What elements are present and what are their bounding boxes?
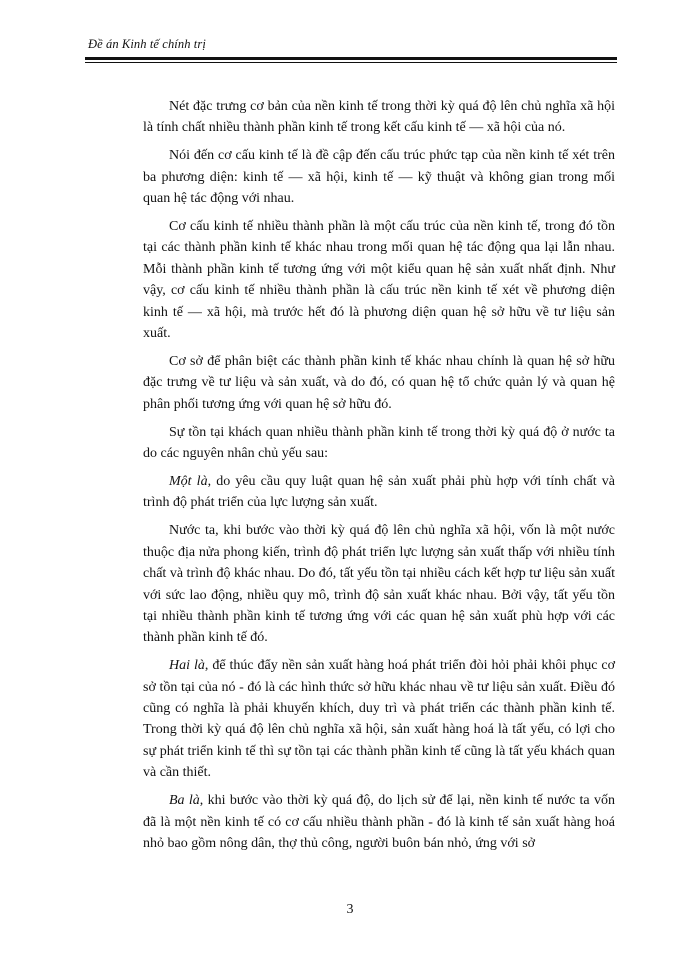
paragraph-text: , do yêu cầu quy luật quan hệ sản xuất phải phù hợp với tính chất và trình độ phát triển của lực lượng sản xuất. — [143, 474, 615, 511]
paragraph-text: Sự tồn tại khách quan nhiều thành phần kinh tế trong thời kỳ quá độ ở nước ta do các nguyên nhân chủ yếu sau: — [143, 424, 615, 462]
paragraph-lead: Hai là — [169, 658, 205, 674]
paragraph-4 — [143, 351, 615, 415]
paragraph-5 — [143, 422, 615, 465]
document-body — [143, 96, 615, 861]
paragraph-text: Nói đến cơ cấu kinh tế là đề cập đến cấu trúc phức tạp của nền kinh tế xét trên ba phương diện: kinh tế — xã hội, kinh tế — kỹ thuật và không gian trong mối quan hệ tác động với nhau. — [143, 148, 615, 207]
paragraph-3 — [143, 216, 615, 344]
paragraph-6 — [143, 471, 615, 514]
paragraph-8 — [143, 655, 615, 783]
paragraph-2 — [143, 145, 615, 209]
paragraph-lead: Ba là — [169, 793, 200, 809]
paragraph-text: , khi bước vào thời kỳ quá độ, do lịch sử để lại, nền kinh tế nước ta vốn đã là một nền kinh tế có cơ cấu nhiều thành phần - đó là kinh tế sản xuất hàng hoá nhỏ bao gồm nông dân, thợ thủ công, người buôn bán nhỏ, ứng với sở — [143, 793, 615, 851]
header-rule-thick — [85, 57, 617, 60]
paragraph-text: Nước ta, khi bước vào thời kỳ quá độ lên chủ nghĩa xã hội, vốn là một nước thuộc địa nửa phong kiến, trình độ phát triển lực lượng sản xuất thấp với nhiều tính chất và trình độ khác nhau. Do đó, tất yếu tồn tại nhiều cách kết hợp tư liệu sản xuất với sức lao động, nhiều quy mô, trình độ sản xuất khác nhau. Bởi vậy, tất yếu tồn tại nhiều thành phần kinh tế tương ứng với các quan hệ sản xuất phù hợp với các thành phần kinh tế đó. — [143, 523, 615, 646]
paragraph-1 — [143, 96, 615, 139]
paragraph-9 — [143, 790, 615, 854]
paragraph-text: , để thúc đẩy nền sản xuất hàng hoá phát triển đòi hỏi phải khôi phục cơ sở tồn tại của nó - đó là các hình thức sở hữu khác nhau về tư liệu sản xuất. Điều đó cũng có nghĩa là phải khuyến khích, duy trì và phát triển các thành phần kinh tế. Trong thời kỳ quá độ lên chủ nghĩa xã hội, sản xuất hàng hoá là tất yếu, có lợi cho sự phát triển kinh tế thì sự tồn tại các thành phần kinh tế cũng là tất yếu khách quan và cần thiết. — [143, 658, 615, 781]
header-rule-thin — [85, 62, 617, 63]
paragraph-7 — [143, 520, 615, 648]
paragraph-lead: Một là — [169, 474, 208, 489]
page-number: 3 — [346, 902, 354, 917]
paragraph-text: Nét đặc trưng cơ bản của nền kinh tế trong thời kỳ quá độ lên chủ nghĩa xã hội là tính chất nhiều thành phần kinh tế trong kết cấu kinh tế — xã hội của nó. — [143, 99, 615, 136]
paragraph-text: Cơ cấu kinh tế nhiều thành phần là một cấu trúc của nền kinh tế, trong đó tồn tại các thành phần kinh tế khác nhau trong mối quan hệ tác động qua lại lẫn nhau. Mỗi thành phần kinh tế tương ứng với một kiểu quan hệ sản xuất nhất định. Như vậy, cơ cấu kinh tế nhiều thành phần là cấu trúc nền kinh tế xét về phương diện kinh tế — xã hội, mà trước hết đó là phương diện quan hệ sở hữu về tư liệu sản xuất. — [143, 219, 615, 342]
header-title: Đề án Kinh tế chính trị — [88, 37, 206, 51]
paragraph-text: Cơ sở để phân biệt các thành phần kinh tế khác nhau chính là quan hệ sở hữu đặc trưng về tư liệu và sản xuất, và do đó, có quan hệ tổ chức quản lý và quan hệ phân phối tương ứng với quan hệ sở hữu đó. — [143, 353, 615, 412]
